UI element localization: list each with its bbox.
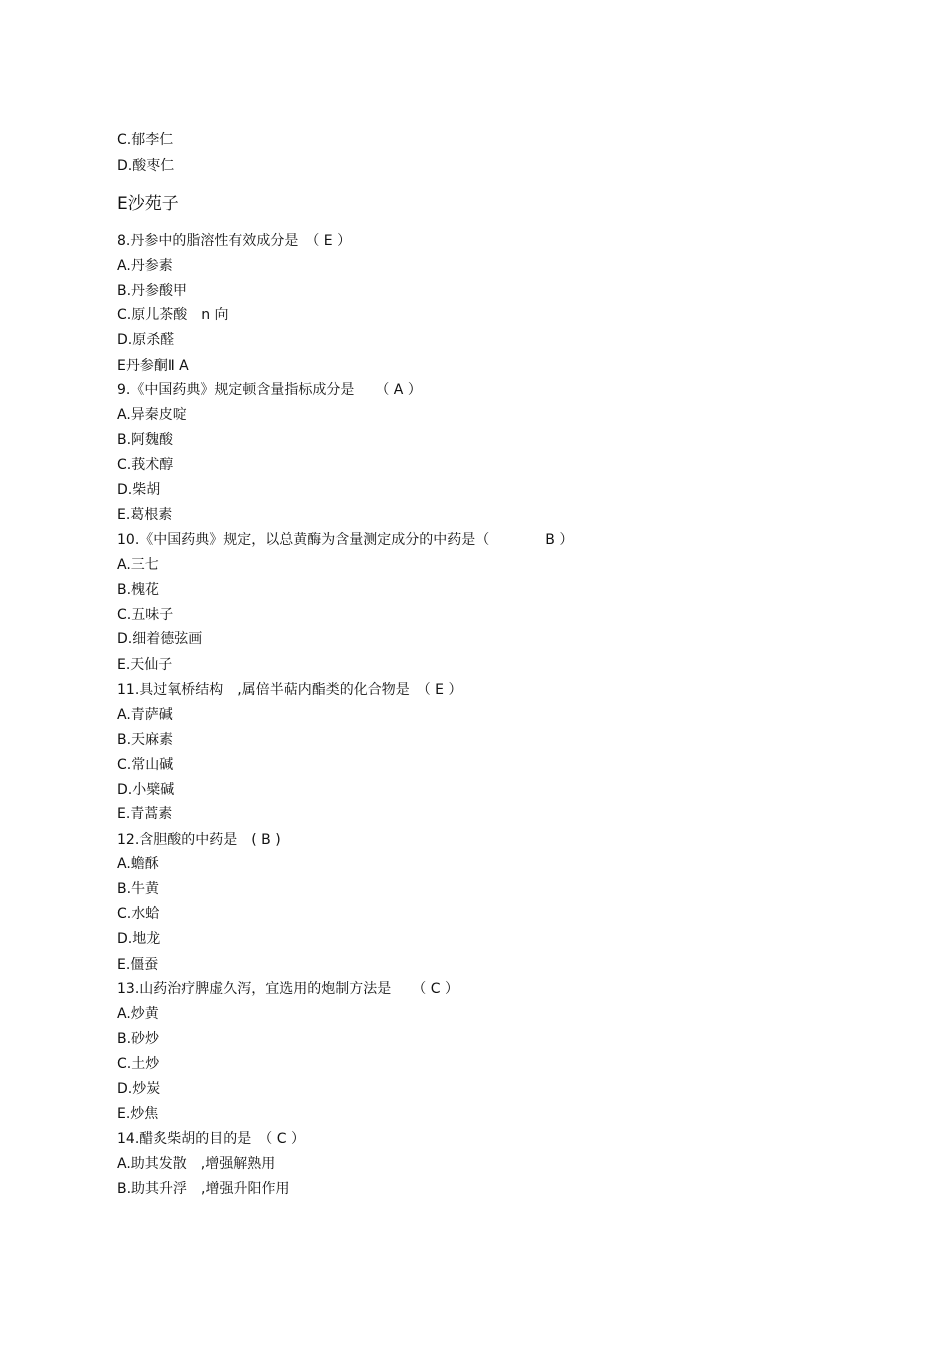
- option-line: B.牛黄: [117, 881, 160, 897]
- option-line: C.莪术醇: [117, 457, 174, 473]
- option-line: B.阿魏酸: [117, 432, 174, 448]
- option-line: B.助其升浮 ,增强升阳作用: [117, 1181, 290, 1197]
- option-line: C.常山碱: [117, 757, 174, 773]
- question-line: 12.含胆酸的中药是 ( B ): [117, 832, 281, 848]
- option-line: C.土炒: [117, 1056, 160, 1072]
- option-line: D.炒炭: [117, 1081, 161, 1097]
- option-line: E.僵蚕: [117, 957, 159, 973]
- option-line: B.砂炒: [117, 1031, 160, 1047]
- option-line: C.郁李仁: [117, 132, 174, 148]
- option-line: E丹参酮Ⅱ A: [117, 358, 189, 374]
- option-line: A.助其发散 ,增强解熟用: [117, 1156, 276, 1172]
- question-line: 11.具过氧桥结构 ,属倍半萜内酯类的化合物是 （ E ）: [117, 682, 463, 698]
- question-line: 8.丹参中的脂溶性有效成分是 （ E ）: [117, 233, 352, 249]
- option-line: E.葛根素: [117, 507, 173, 523]
- question-line: 10.《中国药典》规定，以总黄酶为含量测定成分的中药是（ B ）: [117, 532, 574, 548]
- option-line: E.天仙子: [117, 657, 173, 673]
- option-line: E沙苑子: [117, 194, 179, 214]
- option-line: E.炒焦: [117, 1106, 159, 1122]
- option-line: C.水蛤: [117, 906, 160, 922]
- option-line: D.酸枣仁: [117, 158, 175, 174]
- option-line: D.小檗碱: [117, 782, 175, 798]
- option-line: A.丹参素: [117, 258, 173, 274]
- option-line: C.原儿茶酸 n 向: [117, 307, 229, 323]
- option-line: D.细着德弦画: [117, 631, 203, 647]
- option-line: B.天麻素: [117, 732, 174, 748]
- option-line: E.青蒿素: [117, 806, 173, 822]
- option-line: D.原杀醛: [117, 332, 175, 348]
- option-line: A.炒黄: [117, 1006, 159, 1022]
- option-line: D.柴胡: [117, 482, 161, 498]
- option-line: A.异秦皮啶: [117, 407, 187, 423]
- question-line: 13.山药治疗脾虚久泻，宜选用的炮制方法是 （ C ）: [117, 981, 459, 997]
- option-line: B.槐花: [117, 582, 160, 598]
- option-line: C.五味子: [117, 607, 174, 623]
- option-line: A.三七: [117, 557, 159, 573]
- option-line: B.丹参酸甲: [117, 283, 188, 299]
- option-line: D.地龙: [117, 931, 161, 947]
- option-line: A.青萨碱: [117, 707, 173, 723]
- question-line: 9.《中国药典》规定顿含量指标成分是 （ A ）: [117, 382, 422, 398]
- option-line: A.蟾酥: [117, 856, 159, 872]
- question-line: 14.醋炙柴胡的目的是 （ C ）: [117, 1131, 305, 1147]
